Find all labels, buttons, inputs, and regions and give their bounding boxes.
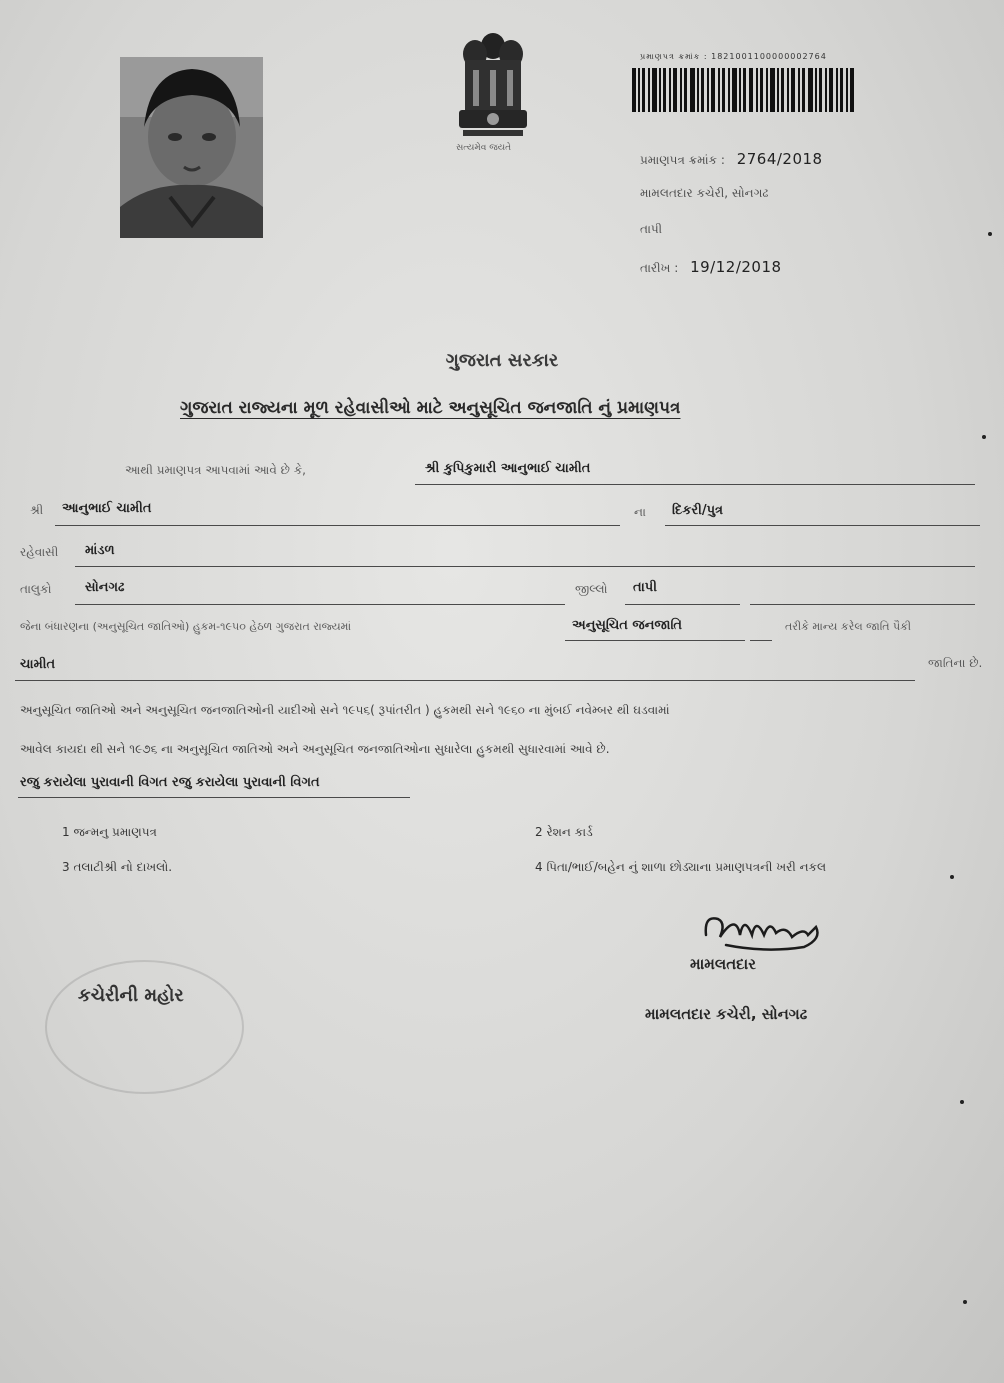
- barcode-text: પ્રમાણપત્ર ક્રમાંક : 1821001100000002764: [640, 52, 827, 61]
- seal-label: કચેરીની મહોર: [78, 985, 184, 1006]
- certificate-number-row: [640, 150, 823, 168]
- applicant-photo: [120, 57, 263, 238]
- caste-name: ચામીત: [20, 657, 56, 672]
- scan-speck: [960, 1100, 964, 1104]
- taluka-label: તાલુકો: [20, 582, 52, 596]
- signatory-office: મામલતદાર કચેરી, સોનગઢ: [645, 1005, 808, 1023]
- taluka-rule: [75, 604, 565, 605]
- barcode: [632, 68, 854, 112]
- legal-paragraph-line-2: આવેલ કાયદા થી સને ૧૯૭૬ ના અનુસૂચિત જાતિઓ અને અનુસૂચિત જનજાતિઓના સુધારેલા હુકમથી સુધારવામાં આવે છે.: [20, 742, 610, 756]
- issue-date-row: [640, 258, 782, 276]
- village-name: માંડળ: [85, 543, 115, 558]
- issue-date-label: તારીખ :: [640, 261, 679, 275]
- caste-suffix: જાતિના છે.: [928, 656, 983, 670]
- emblem-caption: સત્યમેવ જયતે: [456, 143, 512, 153]
- office-seal: [45, 960, 244, 1094]
- applicant-name: શ્રી કુપિકુમારી આનુભાઈ ચામીત: [425, 461, 591, 476]
- category-rule: [565, 640, 745, 641]
- district-label: જીલ્લો: [575, 582, 608, 596]
- evidence-title: રજુ કરાયેલા પુરાવાની વિગત રજુ કરાયેલા પુરાવાની વિગત: [20, 775, 320, 790]
- evidence-item: 3 તલાટીશ્રી નો દાખલો.: [62, 860, 173, 874]
- parent-name: આનુભાઈ ચામીત: [62, 501, 152, 516]
- issue-date: 19/12/2018: [690, 258, 782, 276]
- state-emblem-icon: [447, 30, 539, 160]
- scan-speck: [982, 435, 986, 439]
- village-rule: [75, 566, 975, 567]
- scan-speck: [950, 875, 954, 879]
- legal-paragraph-line-1: અનુસૂચિત જાતિઓ અને અનુસૂચિત જનજાતિઓની યાદીઓ સને ૧૯૫૬( રૂપાંતરીત ) હુકમથી સને ૧૯૬૦ ના મુંબઈ નવેમ્બર થી ઘડવામાં: [20, 703, 670, 717]
- evidence-item: 4 પિતા/ભાઈ/બહેન નું શાળા છોડ્યાના પ્રમાણપત્રની ખરી નકલ: [535, 860, 827, 874]
- certificate-number: 2764/2018: [736, 150, 823, 168]
- recognized-text: તરીકે માન્ય કરેલ જાતિ પૈકી: [785, 620, 912, 633]
- certificate-title: ગુજરાત રાજ્યના મૂળ રહેવાસીઓ માટે અનુસૂચિત જનજાતિ નું પ્રમાણપત્ર: [180, 398, 681, 418]
- certificate-number-label: પ્રમાણપત્ર ક્રમાંક :: [640, 153, 725, 167]
- shri-label: શ્રી: [30, 503, 44, 517]
- scan-speck: [988, 232, 992, 236]
- scan-speck: [963, 1300, 967, 1304]
- evidence-title-underline: [18, 797, 410, 798]
- caste-rule: [15, 680, 915, 681]
- order-text: જેના બંધારણના (અનુસૂચિત જાતિઓ) હુકમ-૧૯૫૦ હેઠળ ગુજરાત રાજ્યમાં: [20, 620, 352, 633]
- district-name: તાપી: [633, 580, 657, 595]
- residence-label: રહેવાસી: [20, 545, 59, 559]
- relation-rule: [665, 525, 980, 526]
- evidence-item: 1 જન્મનુ પ્રમાણપત્ર: [62, 825, 157, 839]
- relation-value: દિકરી/પુત્ર: [672, 503, 724, 518]
- relation-label: ના: [634, 505, 646, 519]
- issuing-district: તાપી: [640, 222, 663, 236]
- applicant-name-rule: [415, 484, 975, 485]
- parent-name-rule: [55, 525, 620, 526]
- taluka-name: સોનગઢ: [85, 580, 125, 595]
- evidence-item: 2 રેશન કાર્ડ: [535, 825, 593, 839]
- district-rule: [625, 604, 740, 605]
- category-name: અનુસૂચિત જનજાતિ: [572, 618, 683, 633]
- government-title: ગુજરાત સરકાર: [445, 350, 559, 371]
- district-extra-rule: [750, 604, 975, 605]
- category-dash: [750, 640, 772, 641]
- intro-label: આથી પ્રમાણપત્ર આપવામાં આવે છે કે,: [125, 463, 306, 477]
- signatory-title: મામલતદાર: [690, 955, 756, 973]
- issuing-office: મામલતદાર કચેરી, સોનગઢ: [640, 186, 769, 200]
